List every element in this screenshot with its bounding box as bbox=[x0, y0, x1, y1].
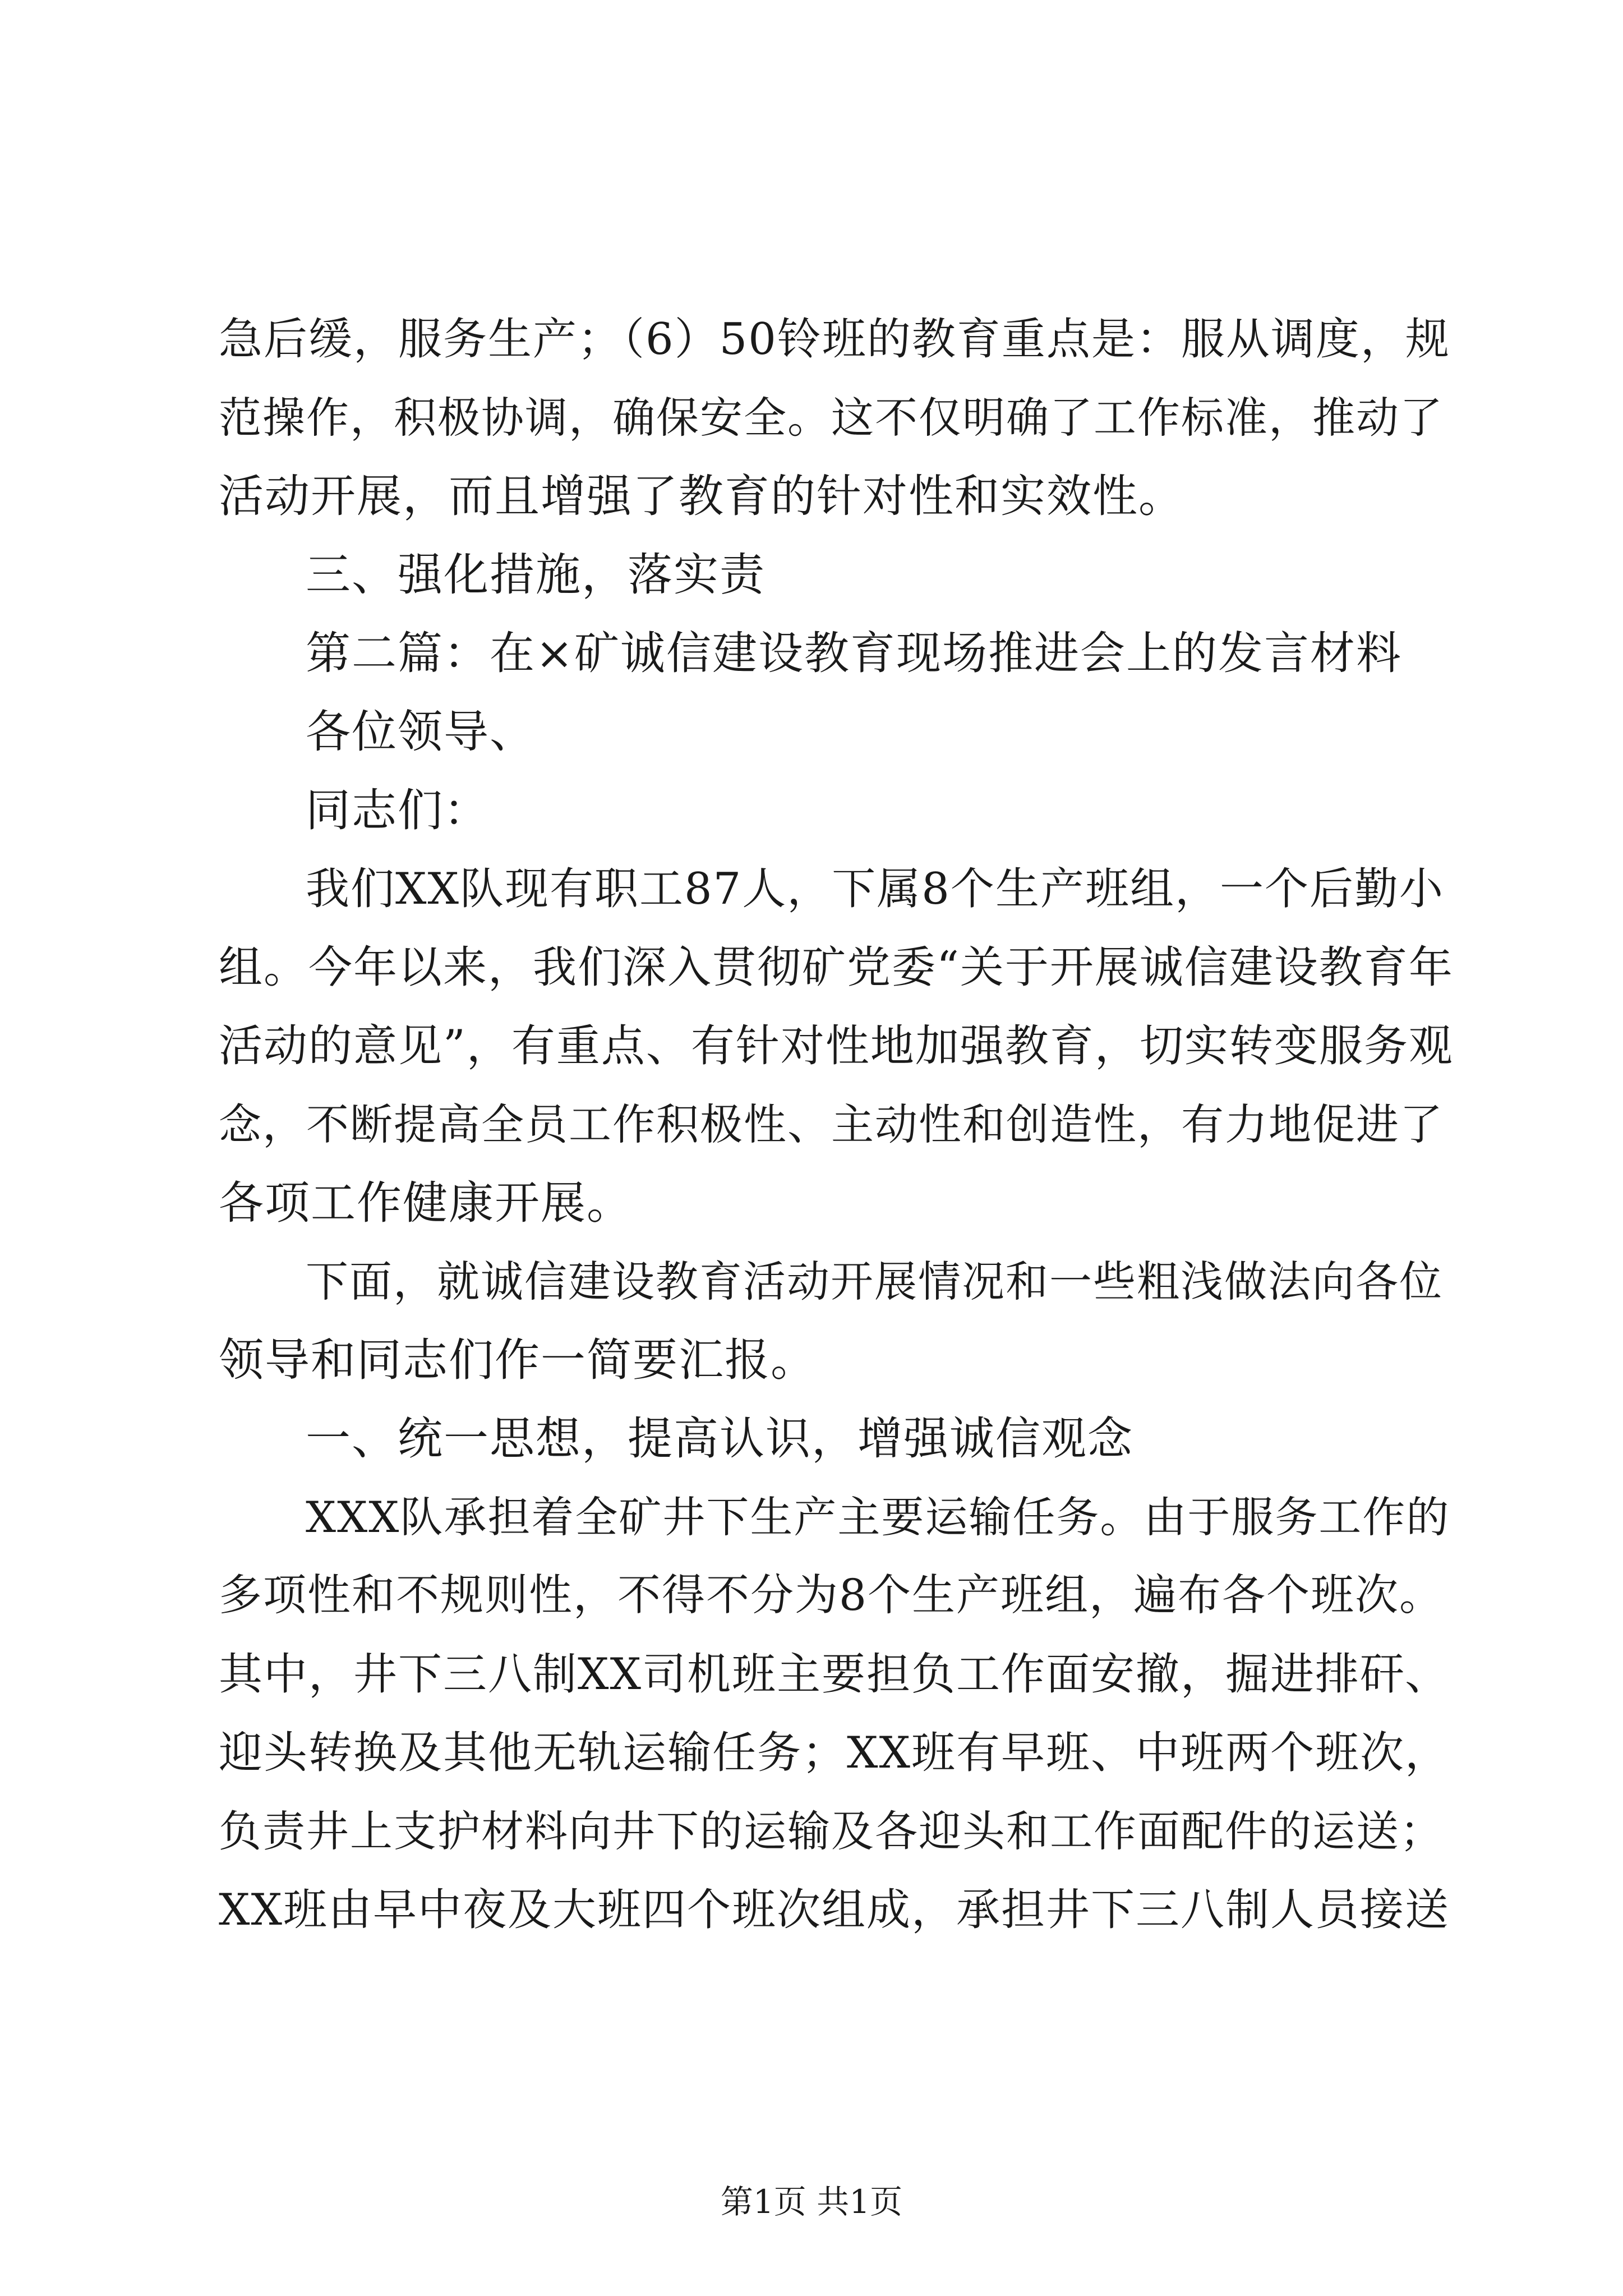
salutation-line: 同志们： bbox=[306, 784, 490, 836]
body-text-line: 急后缓，服务生产；（6）50铃班的教育重点是：服从调度，规 bbox=[219, 314, 1450, 365]
body-text-line: 各项工作健康开展。 bbox=[219, 1177, 633, 1229]
section-heading: 三、强化措施，落实责 bbox=[306, 549, 766, 601]
body-text-line: 领导和同志们作一简要汇报。 bbox=[219, 1334, 817, 1386]
salutation-line: 各位领导、 bbox=[306, 706, 536, 758]
body-text-line: 下面，就诚信建设教育活动开展情况和一些粗浅做法向各位 bbox=[306, 1257, 1443, 1306]
body-text-line: 活动开展，而且增强了教育的针对性和实效性。 bbox=[219, 470, 1184, 522]
section-heading: 一、统一思想，提高认识，增强诚信观念 bbox=[306, 1412, 1133, 1465]
body-text-line: 范操作，积极协调，确保安全。这不仅明确了工作标准，推动了 bbox=[219, 393, 1444, 443]
chapter-title: 第二篇：在×矿诚信建设教育现场推进会上的发言材料 bbox=[306, 627, 1403, 679]
page-number-footer: 第1页 共1页 bbox=[720, 2183, 903, 2221]
body-text-line: XX班由早中夜及大班四个班次组成，承担井下三八制人员接送 bbox=[219, 1885, 1450, 1935]
body-text-line: 我们XX队现有职工87人，下属8个生产班组，一个后勤小 bbox=[306, 864, 1444, 914]
body-text-line: XXX队承担着全矿井下生产主要运输任务。由于服务工作的 bbox=[306, 1492, 1450, 1542]
body-text-line: 其中，井下三八制XX司机班主要担负工作面安撤，掘进排矸、 bbox=[219, 1649, 1450, 1700]
body-text-line: 迎头转换及其他无轨运输任务；XX班有早班、中班两个班次， bbox=[219, 1728, 1450, 1778]
body-text-line: 活动的意见”，有重点、有针对性地加强教育，切实转变服务观 bbox=[219, 1021, 1454, 1071]
body-text-line: 多项性和不规则性，不得不分为8个生产班组，遍布各个班次。 bbox=[219, 1571, 1444, 1621]
body-text-line: 负责井上支护材料向井下的运输及各迎头和工作面配件的运送； bbox=[219, 1806, 1444, 1856]
body-text-line: 念，不断提高全员工作积极性、主动性和创造性，有力地促进了 bbox=[219, 1099, 1444, 1149]
body-text-line: 组。今年以来，我们深入贯彻矿党委“关于开展诚信建设教育年 bbox=[219, 942, 1454, 993]
